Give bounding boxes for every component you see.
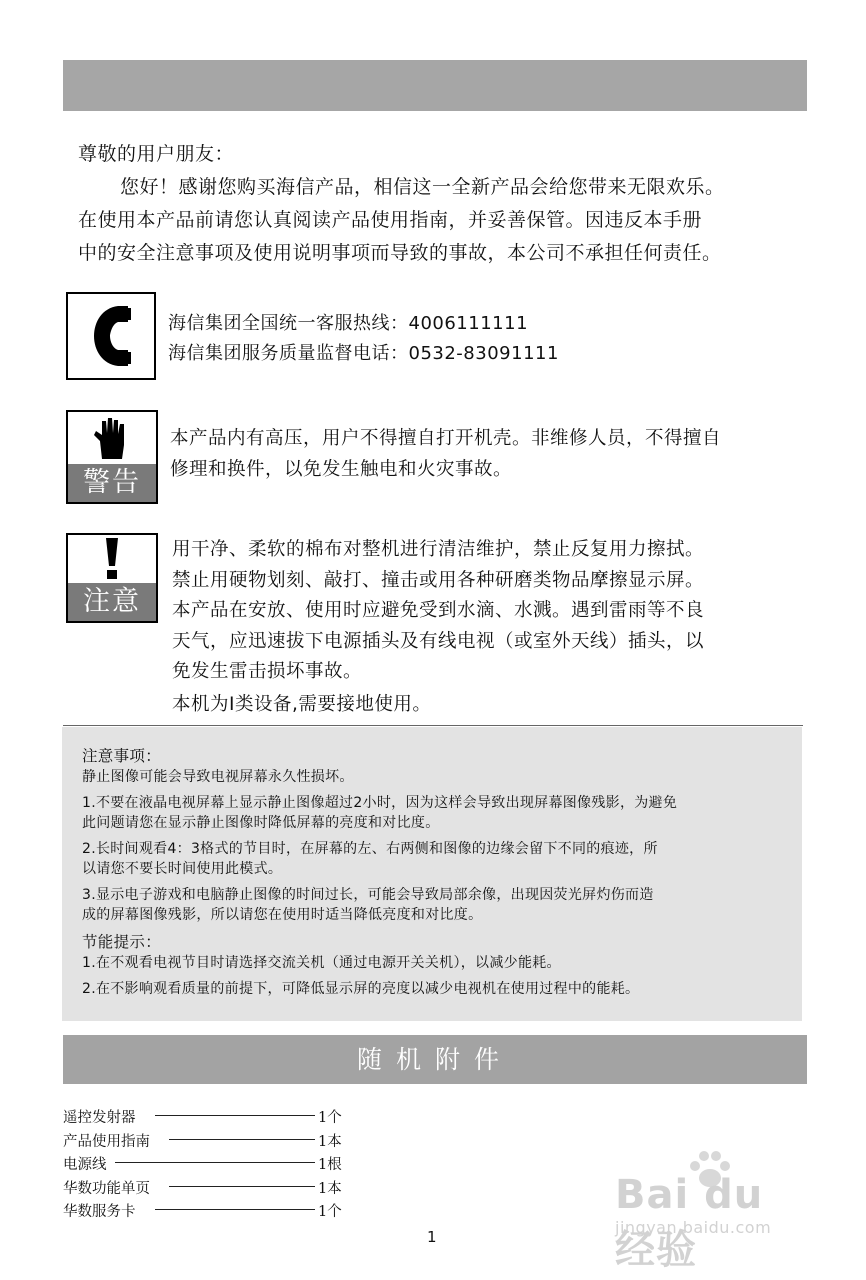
leader-line <box>115 1162 315 1163</box>
page-number: 1 <box>427 1228 437 1246</box>
caution-3a: 3.显示电子游戏和电脑静止图像的时间过长，可能会导致局部余像，出现因荧光屏灼伤而造 <box>82 887 654 903</box>
notice-line-1: 用干净、柔软的棉布对整机进行清洁维护，禁止反复用力擦拭。 <box>172 539 705 560</box>
energy-heading: 节能提示： <box>82 933 162 951</box>
hotline-block <box>168 309 559 369</box>
watermark-url: jingyan.baidu.com <box>615 1218 772 1237</box>
leader-line <box>155 1209 315 1210</box>
accessory-name: 电源线 <box>63 1157 107 1173</box>
notice-line-4: 天气，应迅速拔下电源插头及有线电视（或室外天线）插头，以 <box>172 630 705 652</box>
accessory-name: 遥控发射器 <box>63 1110 136 1126</box>
greeting-paragraph <box>78 138 798 270</box>
hand-stop-icon <box>92 415 132 461</box>
baidu-watermark <box>615 1150 815 1273</box>
watermark-logo: Bai du 经验 <box>615 1172 764 1273</box>
list-item <box>63 1153 363 1177</box>
notice-label: 注意 <box>68 583 156 621</box>
cautions-panel <box>62 727 802 1021</box>
notice-line-3: 本产品在安放、使用时应避免受到水滴、水溅。遇到雷雨等不良 <box>172 600 705 621</box>
hotline-line-1: 海信集团全国统一客服热线：4006111111 <box>168 313 529 334</box>
energy-tip-2: 2.在不影响观看质量的前提下，可降低显示屏的亮度以减少电视机在使用过程中的能耗。 <box>82 981 640 997</box>
greeting-line-1: 您好！感谢您购买海信产品，相信这一全新产品会给您带来无限欢乐。 <box>120 176 725 198</box>
exclamation-icon <box>102 538 122 582</box>
accessory-qty: 1本 <box>318 1180 342 1197</box>
greeting-line-2: 在使用本产品前请您认真阅读产品使用指南，并妥善保管。因违反本手册 <box>78 209 703 231</box>
salutation: 尊敬的用户朋友： <box>78 143 235 165</box>
accessories-list <box>63 1106 363 1224</box>
caution-2b: 以请您不要长时间使用此模式。 <box>82 861 283 877</box>
list-item <box>63 1177 363 1201</box>
leader-line <box>155 1115 315 1116</box>
accessory-qty: 1个 <box>318 1204 342 1220</box>
warning-label: 警告 <box>68 464 156 502</box>
greeting-line-3: 中的安全注意事项及使用说明事项而导致的事故，本公司不承担任何责任。 <box>78 242 722 264</box>
notice-line-2: 禁止用硬物划刻、敲打、撞击或用各种研磨类物品摩擦显示屏。 <box>172 569 705 591</box>
phone-icon-box <box>66 292 156 380</box>
caution-2a: 2.长时间观看4：3格式的节目时，在屏幕的左、右两侧和图像的边缘会留下不同的痕迹，所 <box>82 841 658 857</box>
cautions-heading: 注意事项： <box>82 747 162 765</box>
accessory-name: 华数功能单页 <box>63 1180 150 1197</box>
notice-icon-box <box>66 533 158 623</box>
notice-text <box>172 535 812 688</box>
accessory-name: 华数服务卡 <box>63 1204 136 1220</box>
accessories-title: 随机附件 <box>63 1035 807 1084</box>
caution-1b: 此问题请您在显示静止图像时降低屏幕的亮度和对比度。 <box>82 815 440 831</box>
energy-tip-1: 1.在不观看电视节目时请选择交流关机（通过电源开关关机），以减少能耗。 <box>82 955 561 971</box>
warning-line-1: 本产品内有高压，用户不得擅自打开机壳。非维修人员，不得擅自 <box>170 428 722 449</box>
warning-line-2: 修理和换件，以免发生触电和火灾事故。 <box>170 459 513 480</box>
list-item <box>63 1106 363 1130</box>
accessory-qty: 1根 <box>318 1157 342 1173</box>
header-bar <box>63 60 807 111</box>
phone-icon <box>88 304 136 368</box>
warning-icon-box <box>66 410 158 504</box>
leader-line <box>169 1139 315 1140</box>
notice-line-5: 免发生雷击损坏事故。 <box>172 661 363 682</box>
accessory-qty: 1个 <box>318 1110 342 1126</box>
section-divider <box>63 725 803 726</box>
accessory-name: 产品使用指南 <box>63 1133 150 1150</box>
class-i-statement: 本机为Ⅰ类设备,需要接地使用。 <box>172 694 432 715</box>
caution-3b: 成的屏幕图像残影，所以请您在使用时适当降低亮度和对比度。 <box>82 907 483 923</box>
leader-line <box>169 1186 315 1187</box>
list-item <box>63 1200 363 1224</box>
caution-1a: 1.不要在液晶电视屏幕上显示静止图像超过2小时，因为这样会导致出现屏幕图像残影，为避免 <box>82 795 678 811</box>
list-item <box>63 1130 363 1154</box>
hotline-line-2: 海信集团服务质量监督电话：0532-83091111 <box>168 343 559 364</box>
accessory-qty: 1本 <box>318 1133 342 1150</box>
cautions-intro: 静止图像可能会导致电视屏幕永久性损坏。 <box>82 769 354 785</box>
warning-text <box>170 423 810 485</box>
